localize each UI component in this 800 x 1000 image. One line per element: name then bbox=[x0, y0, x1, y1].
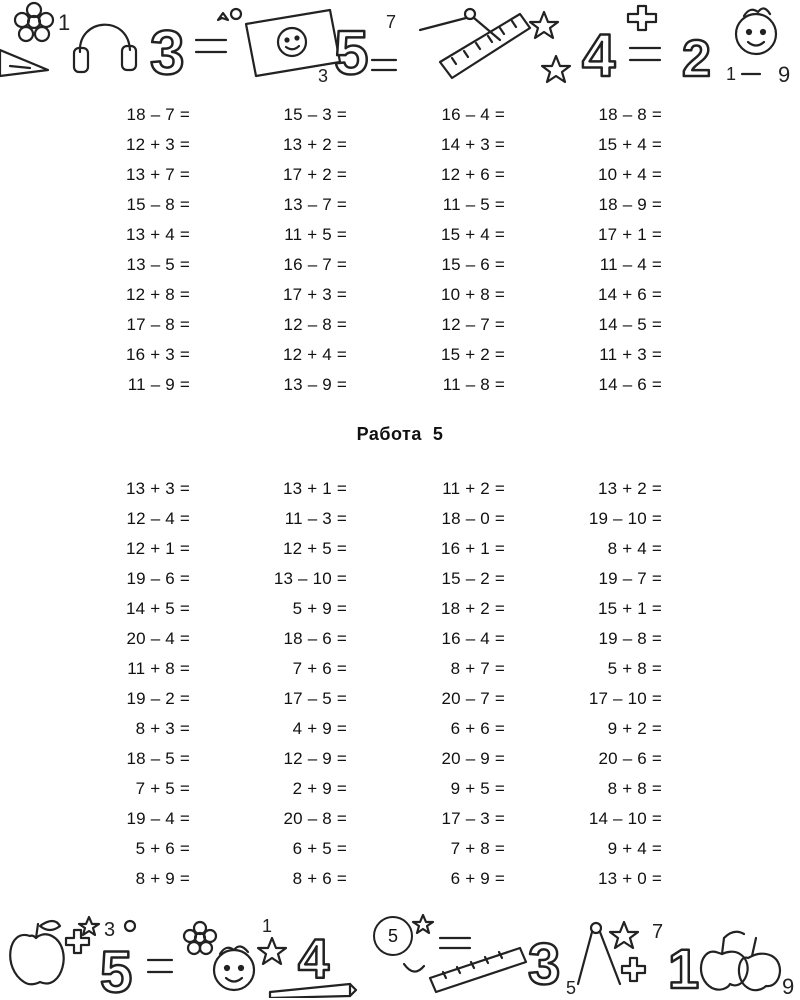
digit-9-doodle: 9 bbox=[778, 62, 791, 87]
table-row bbox=[60, 370, 700, 400]
table-row bbox=[60, 250, 700, 280]
expression: 20 – 7 = bbox=[441, 689, 505, 708]
table-row bbox=[60, 804, 700, 834]
expression: 13 + 2 = bbox=[598, 479, 662, 498]
expression: 19 – 2 = bbox=[126, 689, 190, 708]
expression: 8 + 6 = bbox=[292, 869, 347, 888]
expression: 12 + 8 = bbox=[126, 285, 190, 304]
digit-4-doodle: 4 bbox=[298, 927, 330, 990]
expression: 9 + 2 = bbox=[607, 719, 662, 738]
digit-2-doodle: 2 bbox=[682, 30, 711, 88]
digit-3-doodle: 3 bbox=[150, 19, 185, 88]
expression: 8 + 9 = bbox=[135, 869, 190, 888]
star-icon bbox=[530, 12, 558, 38]
digit-5-small-doodle: 5 bbox=[566, 978, 577, 998]
digit-3-small-doodle: 3 bbox=[104, 919, 116, 941]
expression: 8 + 8 = bbox=[607, 779, 662, 798]
expression: 18 – 9 = bbox=[598, 195, 662, 214]
flower-icon bbox=[15, 3, 53, 41]
headphones-icon bbox=[74, 25, 136, 72]
table-row bbox=[60, 100, 700, 130]
expression: 14 + 5 = bbox=[126, 599, 190, 618]
exercise-grid-1 bbox=[60, 100, 700, 400]
top-doodle-banner bbox=[0, 0, 800, 90]
expression: 13 + 7 = bbox=[126, 165, 190, 184]
expression: 16 – 4 = bbox=[441, 105, 505, 124]
table-row bbox=[60, 474, 700, 504]
expression: 11 – 4 = bbox=[599, 255, 662, 274]
equals-icon bbox=[440, 938, 470, 948]
star-icon bbox=[218, 13, 228, 20]
plus-icon bbox=[628, 6, 656, 30]
expression: 18 – 7 = bbox=[126, 105, 190, 124]
expression: 17 – 8 = bbox=[126, 315, 190, 334]
expression: 12 + 6 = bbox=[441, 165, 505, 184]
table-row bbox=[60, 280, 700, 310]
table-row bbox=[60, 504, 700, 534]
table-row bbox=[60, 594, 700, 624]
expression: 15 + 4 = bbox=[598, 135, 662, 154]
expression: 15 – 6 = bbox=[441, 255, 505, 274]
expression: 19 – 7 = bbox=[598, 569, 662, 588]
expression: 17 – 5 = bbox=[283, 689, 347, 708]
table-row bbox=[60, 534, 700, 564]
expression: 18 – 6 = bbox=[283, 629, 347, 648]
expression: 11 + 8 = bbox=[127, 659, 190, 678]
expression: 13 – 9 = bbox=[283, 375, 347, 394]
table-row bbox=[60, 774, 700, 804]
expression: 13 + 0 = bbox=[598, 869, 662, 888]
section-title: Работа 5 bbox=[356, 424, 444, 444]
expression: 10 + 4 = bbox=[598, 165, 662, 184]
expression: 7 + 6 = bbox=[292, 659, 347, 678]
expression: 12 + 1 = bbox=[126, 539, 190, 558]
table-row bbox=[60, 130, 700, 160]
table-row bbox=[60, 624, 700, 654]
digit-3-small-doodle: 3 bbox=[318, 66, 329, 86]
expression: 15 – 2 = bbox=[441, 569, 505, 588]
expression: 12 – 8 = bbox=[283, 315, 347, 334]
digit-5-doodle: 5 bbox=[100, 940, 133, 998]
expression: 18 + 2 = bbox=[441, 599, 505, 618]
expression: 15 + 4 = bbox=[441, 225, 505, 244]
expression: 14 + 3 = bbox=[441, 135, 505, 154]
table-row bbox=[60, 160, 700, 190]
digit-4-doodle: 4 bbox=[582, 22, 616, 89]
expression: 14 – 6 = bbox=[598, 375, 662, 394]
page-number: 5 bbox=[373, 916, 413, 956]
expression: 11 – 3 = bbox=[284, 509, 347, 528]
expression: 17 + 2 = bbox=[283, 165, 347, 184]
flower-icon bbox=[184, 922, 216, 954]
star-icon bbox=[258, 938, 286, 964]
expression: 6 + 5 = bbox=[292, 839, 347, 858]
expression: 9 + 5 = bbox=[450, 779, 505, 798]
table-row bbox=[60, 190, 700, 220]
expression: 17 + 1 = bbox=[598, 225, 662, 244]
expression: 17 – 3 = bbox=[441, 809, 505, 828]
table-row bbox=[60, 564, 700, 594]
expression: 13 + 2 = bbox=[283, 135, 347, 154]
squiggle-doodle bbox=[404, 964, 424, 972]
star-icon bbox=[610, 922, 638, 948]
set-square-icon bbox=[0, 50, 48, 76]
expression: 13 + 3 = bbox=[126, 479, 190, 498]
expression: 16 + 1 = bbox=[441, 539, 505, 558]
expression: 15 + 2 = bbox=[441, 345, 505, 364]
circle-doodle bbox=[125, 921, 135, 931]
expression: 14 – 10 = bbox=[588, 809, 662, 828]
expression: 16 + 3 = bbox=[126, 345, 190, 364]
circle-doodle bbox=[231, 9, 241, 19]
apples-icon bbox=[701, 932, 780, 990]
expression: 7 + 8 = bbox=[450, 839, 505, 858]
table-row bbox=[60, 684, 700, 714]
expression: 2 + 9 = bbox=[292, 779, 347, 798]
expression: 13 + 4 = bbox=[126, 225, 190, 244]
expression: 6 + 6 = bbox=[450, 719, 505, 738]
expression: 17 + 3 = bbox=[283, 285, 347, 304]
expression: 11 – 5 = bbox=[442, 195, 505, 214]
table-row bbox=[60, 714, 700, 744]
expression: 16 – 7 = bbox=[283, 255, 347, 274]
star-icon bbox=[413, 915, 433, 933]
expression: 18 – 5 = bbox=[126, 749, 190, 768]
table-row bbox=[60, 864, 700, 894]
expression: 11 – 9 = bbox=[127, 375, 190, 394]
expression: 17 – 10 = bbox=[588, 689, 662, 708]
expression: 12 + 3 = bbox=[126, 135, 190, 154]
expression: 4 + 9 = bbox=[292, 719, 347, 738]
expression: 6 + 9 = bbox=[450, 869, 505, 888]
smiley-face-icon bbox=[736, 8, 776, 54]
exercise-grid-2 bbox=[60, 474, 700, 894]
expression: 8 + 4 = bbox=[607, 539, 662, 558]
expression: 20 – 4 = bbox=[126, 629, 190, 648]
expression: 18 – 8 = bbox=[598, 105, 662, 124]
expression: 18 – 0 = bbox=[441, 509, 505, 528]
table-row bbox=[60, 340, 700, 370]
table-row bbox=[60, 744, 700, 774]
table-row bbox=[60, 220, 700, 250]
expression: 15 – 3 = bbox=[283, 105, 347, 124]
digit-1-doodle: 1 bbox=[262, 916, 273, 936]
expression: 5 + 6 = bbox=[135, 839, 190, 858]
expression: 11 + 3 = bbox=[599, 345, 662, 364]
expression: 14 + 6 = bbox=[598, 285, 662, 304]
expression: 15 – 8 = bbox=[126, 195, 190, 214]
expression: 20 – 6 = bbox=[598, 749, 662, 768]
expression: 12 + 4 = bbox=[283, 345, 347, 364]
digit-1-doodle: 1 bbox=[668, 937, 700, 998]
equals-icon bbox=[196, 40, 226, 52]
table-row bbox=[60, 834, 700, 864]
digit-3-doodle: 3 bbox=[528, 932, 561, 997]
expression: 13 – 7 = bbox=[283, 195, 347, 214]
expression: 15 + 1 = bbox=[598, 599, 662, 618]
expression: 19 – 10 = bbox=[588, 509, 662, 528]
expression: 11 + 2 = bbox=[442, 479, 505, 498]
digit-1-doodle: 1 bbox=[58, 10, 71, 35]
expression: 12 + 5 = bbox=[283, 539, 347, 558]
digit-1-doodle: 1 bbox=[726, 64, 737, 84]
expression: 13 – 10 = bbox=[273, 569, 347, 588]
expression: 5 + 8 = bbox=[607, 659, 662, 678]
expression: 11 – 8 = bbox=[442, 375, 505, 394]
table-row bbox=[60, 310, 700, 340]
expression: 8 + 7 = bbox=[450, 659, 505, 678]
expression: 13 + 1 = bbox=[283, 479, 347, 498]
expression: 19 – 6 = bbox=[126, 569, 190, 588]
expression: 9 + 4 = bbox=[607, 839, 662, 858]
expression: 7 + 5 = bbox=[135, 779, 190, 798]
expression: 19 – 8 = bbox=[598, 629, 662, 648]
equals-icon bbox=[148, 960, 172, 972]
expression: 8 + 3 = bbox=[135, 719, 190, 738]
equals-icon bbox=[372, 60, 396, 70]
smiley-face-icon bbox=[214, 946, 254, 990]
star-icon bbox=[542, 56, 570, 82]
apple-icon bbox=[10, 921, 63, 984]
table-row bbox=[60, 654, 700, 684]
digit-5-doodle: 5 bbox=[334, 19, 369, 88]
expression: 14 – 5 = bbox=[598, 315, 662, 334]
expression: 12 – 7 = bbox=[441, 315, 505, 334]
digit-9-doodle: 9 bbox=[782, 974, 795, 998]
expression: 19 – 4 = bbox=[126, 809, 190, 828]
ruler-icon bbox=[440, 14, 530, 78]
expression: 16 – 4 = bbox=[441, 629, 505, 648]
expression: 10 + 8 = bbox=[441, 285, 505, 304]
expression: 20 – 9 = bbox=[441, 749, 505, 768]
expression: 11 + 5 = bbox=[284, 225, 347, 244]
digit-7-doodle: 7 bbox=[652, 921, 664, 943]
digit-7-doodle: 7 bbox=[386, 12, 397, 32]
expression: 13 – 5 = bbox=[126, 255, 190, 274]
plus-icon bbox=[622, 958, 645, 981]
expression: 12 – 9 = bbox=[283, 749, 347, 768]
expression: 20 – 8 = bbox=[283, 809, 347, 828]
expression: 5 + 9 = bbox=[292, 599, 347, 618]
expression: 12 – 4 = bbox=[126, 509, 190, 528]
equals-icon bbox=[630, 48, 660, 60]
ruler-icon bbox=[430, 948, 526, 992]
